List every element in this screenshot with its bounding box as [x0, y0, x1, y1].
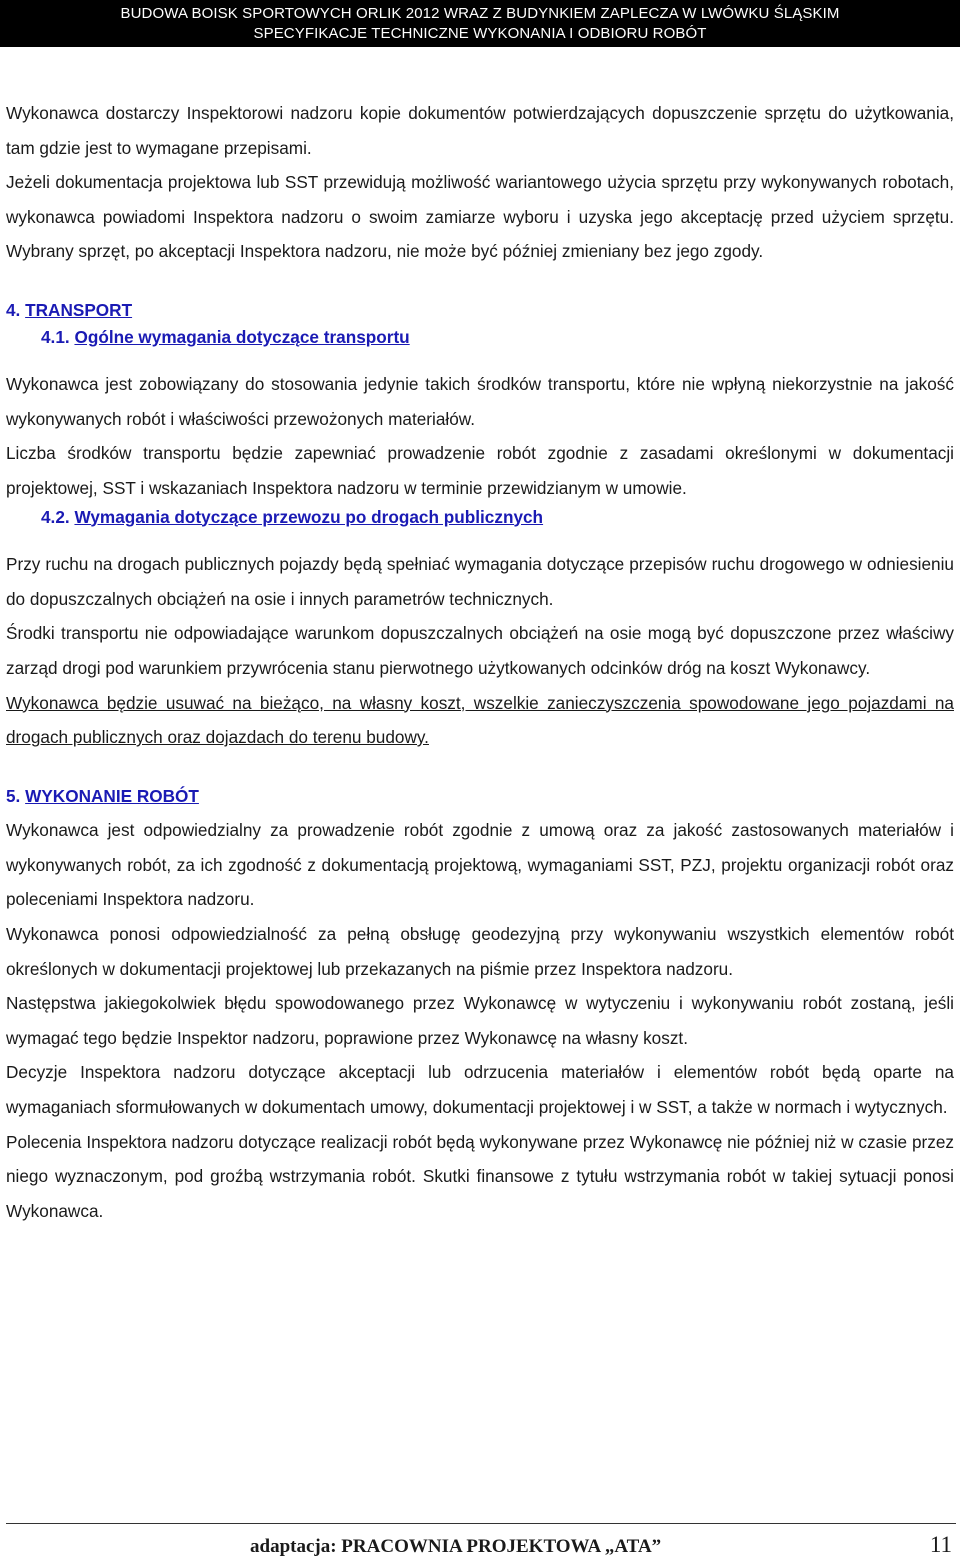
- section-number: 5.: [6, 785, 21, 806]
- paragraph-road-cleaning: Wykonawca będzie usuwać na bieżąco, na własny koszt, wszelkie zanieczyszczenia spowodowane jego pojazdami na drogach publicznych oraz dojazdach do terenu budowy.: [6, 692, 954, 748]
- paragraph-geodetic-service: Wykonawca ponosi odpowiedzialność za pełną obsługę geodezyjną przy wykonywaniu wszystkich elementów robót określonych w dokumentacji projektowej lub przekazanych na piśmie przez Inspektora nadzoru.: [6, 924, 954, 979]
- section-title: WYKONANIE ROBÓT: [25, 785, 199, 806]
- header-project-title: BUDOWA BOISK SPORTOWYCH ORLIK 2012 WRAZ Z BUDYNKIEM ZAPLECZA W LWÓWKU ŚLĄSKIM: [120, 5, 840, 22]
- page-number: 11: [929, 1532, 952, 1557]
- document-footer: [0, 1530, 960, 1560]
- document-header: [0, 0, 960, 47]
- section-number: 4.: [6, 299, 21, 320]
- paragraph-road-traffic: Przy ruchu na drogach publicznych pojazdy będą spełniać wymagania dotyczące przepisów ruchu drogowego w odniesieniu do dopuszczalnych obciążeń na osie i innych parametrów technicznych.: [6, 554, 954, 609]
- paragraph-transport-count: Liczba środków transportu będzie zapewniać prowadzenie robót zgodnie z zasadami określonymi w dokumentacji projektowej, SST i wskazaniach Inspektora nadzoru w terminie przewidzianym w umowie.: [6, 443, 954, 498]
- paragraph-inspector-orders: Polecenia Inspektora nadzoru dotyczące realizacji robót będą wykonywane przez Wykonawcę nie później niż w czasie przez niego wyznaczonym, pod groźbą wstrzymania robót. Skutki finansowe z tytułu wstrzymania robót w takiej sytuacji ponosi Wykonawca.: [6, 1131, 954, 1221]
- header-spec-title: SPECYFIKACJE TECHNICZNE WYKONANIA I ODBIORU ROBÓT: [253, 25, 707, 42]
- section-title: TRANSPORT: [25, 299, 133, 320]
- subsection-heading-public-roads: [41, 500, 954, 535]
- paragraph-equipment-docs: Wykonawca dostarczy Inspektorowi nadzoru kopie dokumentów potwierdzających dopuszczenie sprzętu do użytkowania, tam gdzie jest to wymagane przepisami.: [6, 103, 954, 158]
- section-heading-works-execution: [6, 779, 954, 814]
- document-body: [6, 96, 954, 1228]
- paragraph-contractor-responsibility: Wykonawca jest odpowiedzialny za prowadzenie robót zgodnie z umową oraz za jakość zastosowanych materiałów i wykonywanych robót, za ich zgodność z dokumentacją projektową, wymaganiami SST, PZJ, projektu organizacji robót oraz poleceniami Inspektora nadzoru.: [6, 820, 954, 910]
- subsection-title: Wymagania dotyczące przewozu po drogach publicznych: [74, 506, 544, 527]
- paragraph-axle-loads: Środki transportu nie odpowiadające warunkom dopuszczalnych obciążeń na osie mogą być dopuszczone przez właściwy zarząd drogi pod warunkiem przywrócenia stanu pierwotnego użytkowanych odcinków dróg na koszt Wykonawcy.: [6, 623, 954, 678]
- footer-adaptation-label: adaptacja: PRACOWNIA PROJEKTOWA „ATA”: [250, 1536, 662, 1557]
- paragraph-transport-means: Wykonawca jest zobowiązany do stosowania jedynie takich środków transportu, które nie wpłyną niekorzystnie na jakość wykonywanych robót i właściwości przewożonych materiałów.: [6, 374, 954, 429]
- subsection-heading-general-transport: [41, 320, 954, 355]
- paragraph-inspector-decisions: Decyzje Inspektora nadzoru dotyczące akceptacji lub odrzucenia materiałów i elementów robót będą oparte na wymaganiach sformułowanych w dokumentach umowy, dokumentacji projektowej i w SST, a także w normach i wytycznych.: [6, 1062, 954, 1118]
- subsection-number: 4.2.: [41, 506, 70, 527]
- subsection-number: 4.1.: [41, 326, 70, 347]
- subsection-title: Ogólne wymagania dotyczące transportu: [74, 326, 410, 347]
- footer-divider: [6, 1523, 956, 1524]
- paragraph-error-consequences: Następstwa jakiegokolwiek błędu spowodowanego przez Wykonawcę w wytyczeniu i wykonywaniu robót zostaną, jeśli wymagać tego będzie Inspektor nadzoru, poprawione przez Wykonawcę na własny koszt.: [6, 993, 954, 1048]
- paragraph-equipment-variants: Jeżeli dokumentacja projektowa lub SST przewidują możliwość wariantowego użycia sprzętu przy wykonywanych robotach, wykonawca powiadomi Inspektora nadzoru o swoim zamiarze wyboru i uzyska jego akceptację przed użyciem sprzętu. Wybrany sprzęt, po akceptacji Inspektora nadzoru, nie może być później zmieniany bez jego zgody.: [6, 172, 954, 262]
